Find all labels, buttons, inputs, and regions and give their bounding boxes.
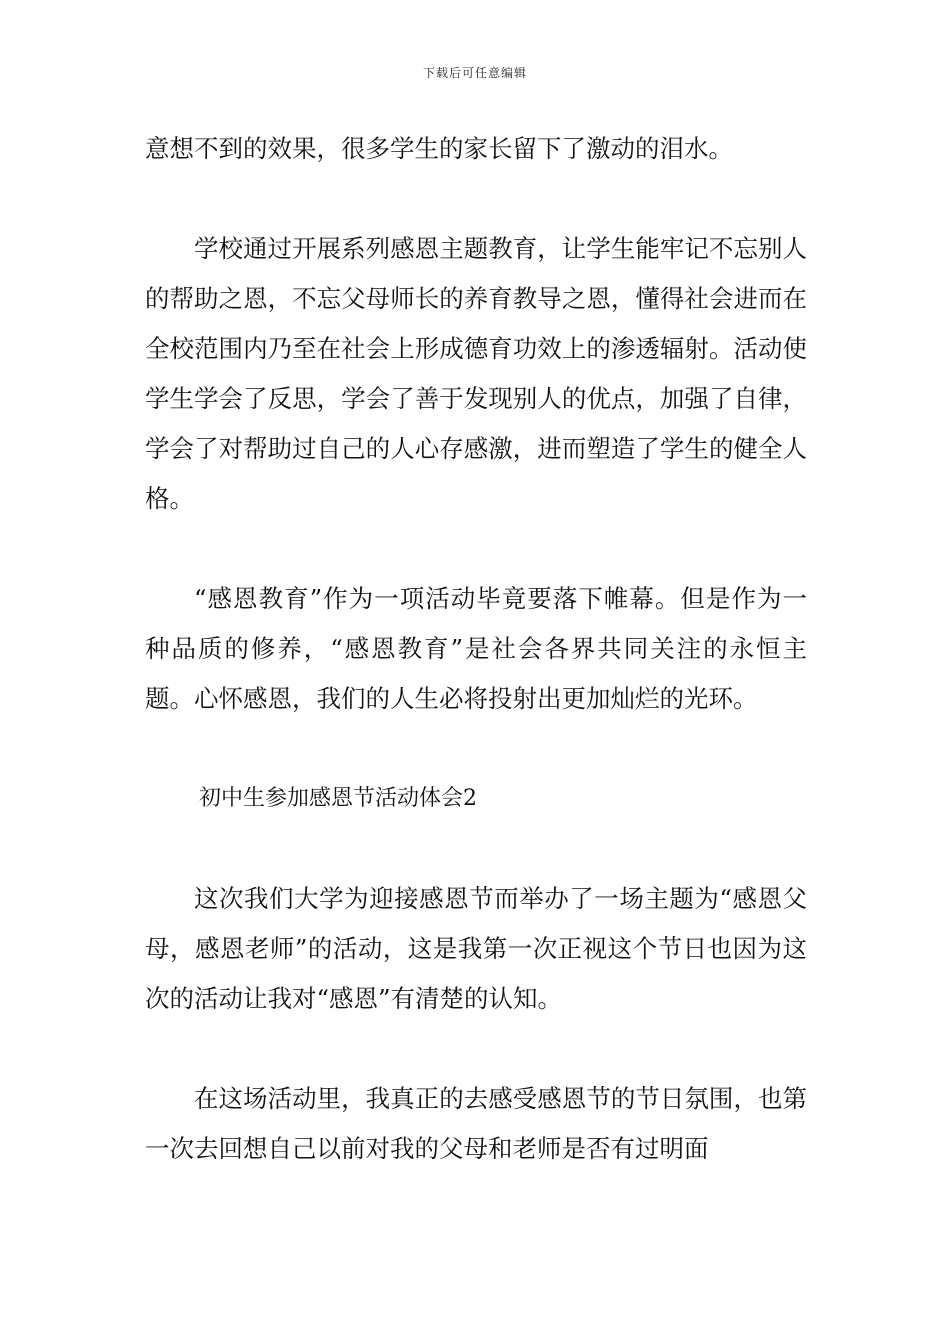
section-heading: 初中生参加感恩节活动体会2	[199, 786, 477, 811]
paragraph-festival-feeling: 在这场活动里，我真正的去感受感恩节的节日氛围，也第一次去回想自己以前对我的父母和老师是否有过明面	[145, 1084, 807, 1163]
paragraph-university-event: 这次我们大学为迎接感恩节而举办了一场主题为“感恩父母，感恩老师”的活动，这是我第一次正视这个节日也因为这次的活动让我对“感恩”有清楚的认知。	[145, 884, 807, 1013]
paragraph-spacer	[145, 174, 807, 224]
paragraph-spacer	[145, 1024, 807, 1074]
paragraph-continuation: 意想不到的效果，很多学生的家长留下了激动的泪水。	[145, 134, 733, 163]
paragraph-spacer	[145, 824, 807, 874]
paragraph-spacer	[145, 724, 807, 774]
paragraph-spacer	[145, 524, 807, 574]
document-body	[145, 124, 807, 1174]
paragraph-gratitude-theme: “感恩教育”作为一项活动毕竟要落下帷幕。但是作为一种品质的修养，“感恩教育”是社会各界共同关注的永恒主题。心怀感恩，我们的人生必将投射出更加灿烂的光环。	[145, 584, 807, 713]
page-header: 下载后可任意编辑	[422, 66, 527, 80]
paragraph-school-education: 学校通过开展系列感恩主题教育，让学生能牢记不忘别人的帮助之恩，不忘父母师长的养育教导之恩，懂得社会进而在全校范围内乃至在社会上形成德育功效上的渗透辐射。活动使学生学会了反思，学会了善于发现别人的优点，加强了自律，学会了对帮助过自己的人心存感激，进而塑造了学生的健全人格。	[145, 234, 807, 513]
